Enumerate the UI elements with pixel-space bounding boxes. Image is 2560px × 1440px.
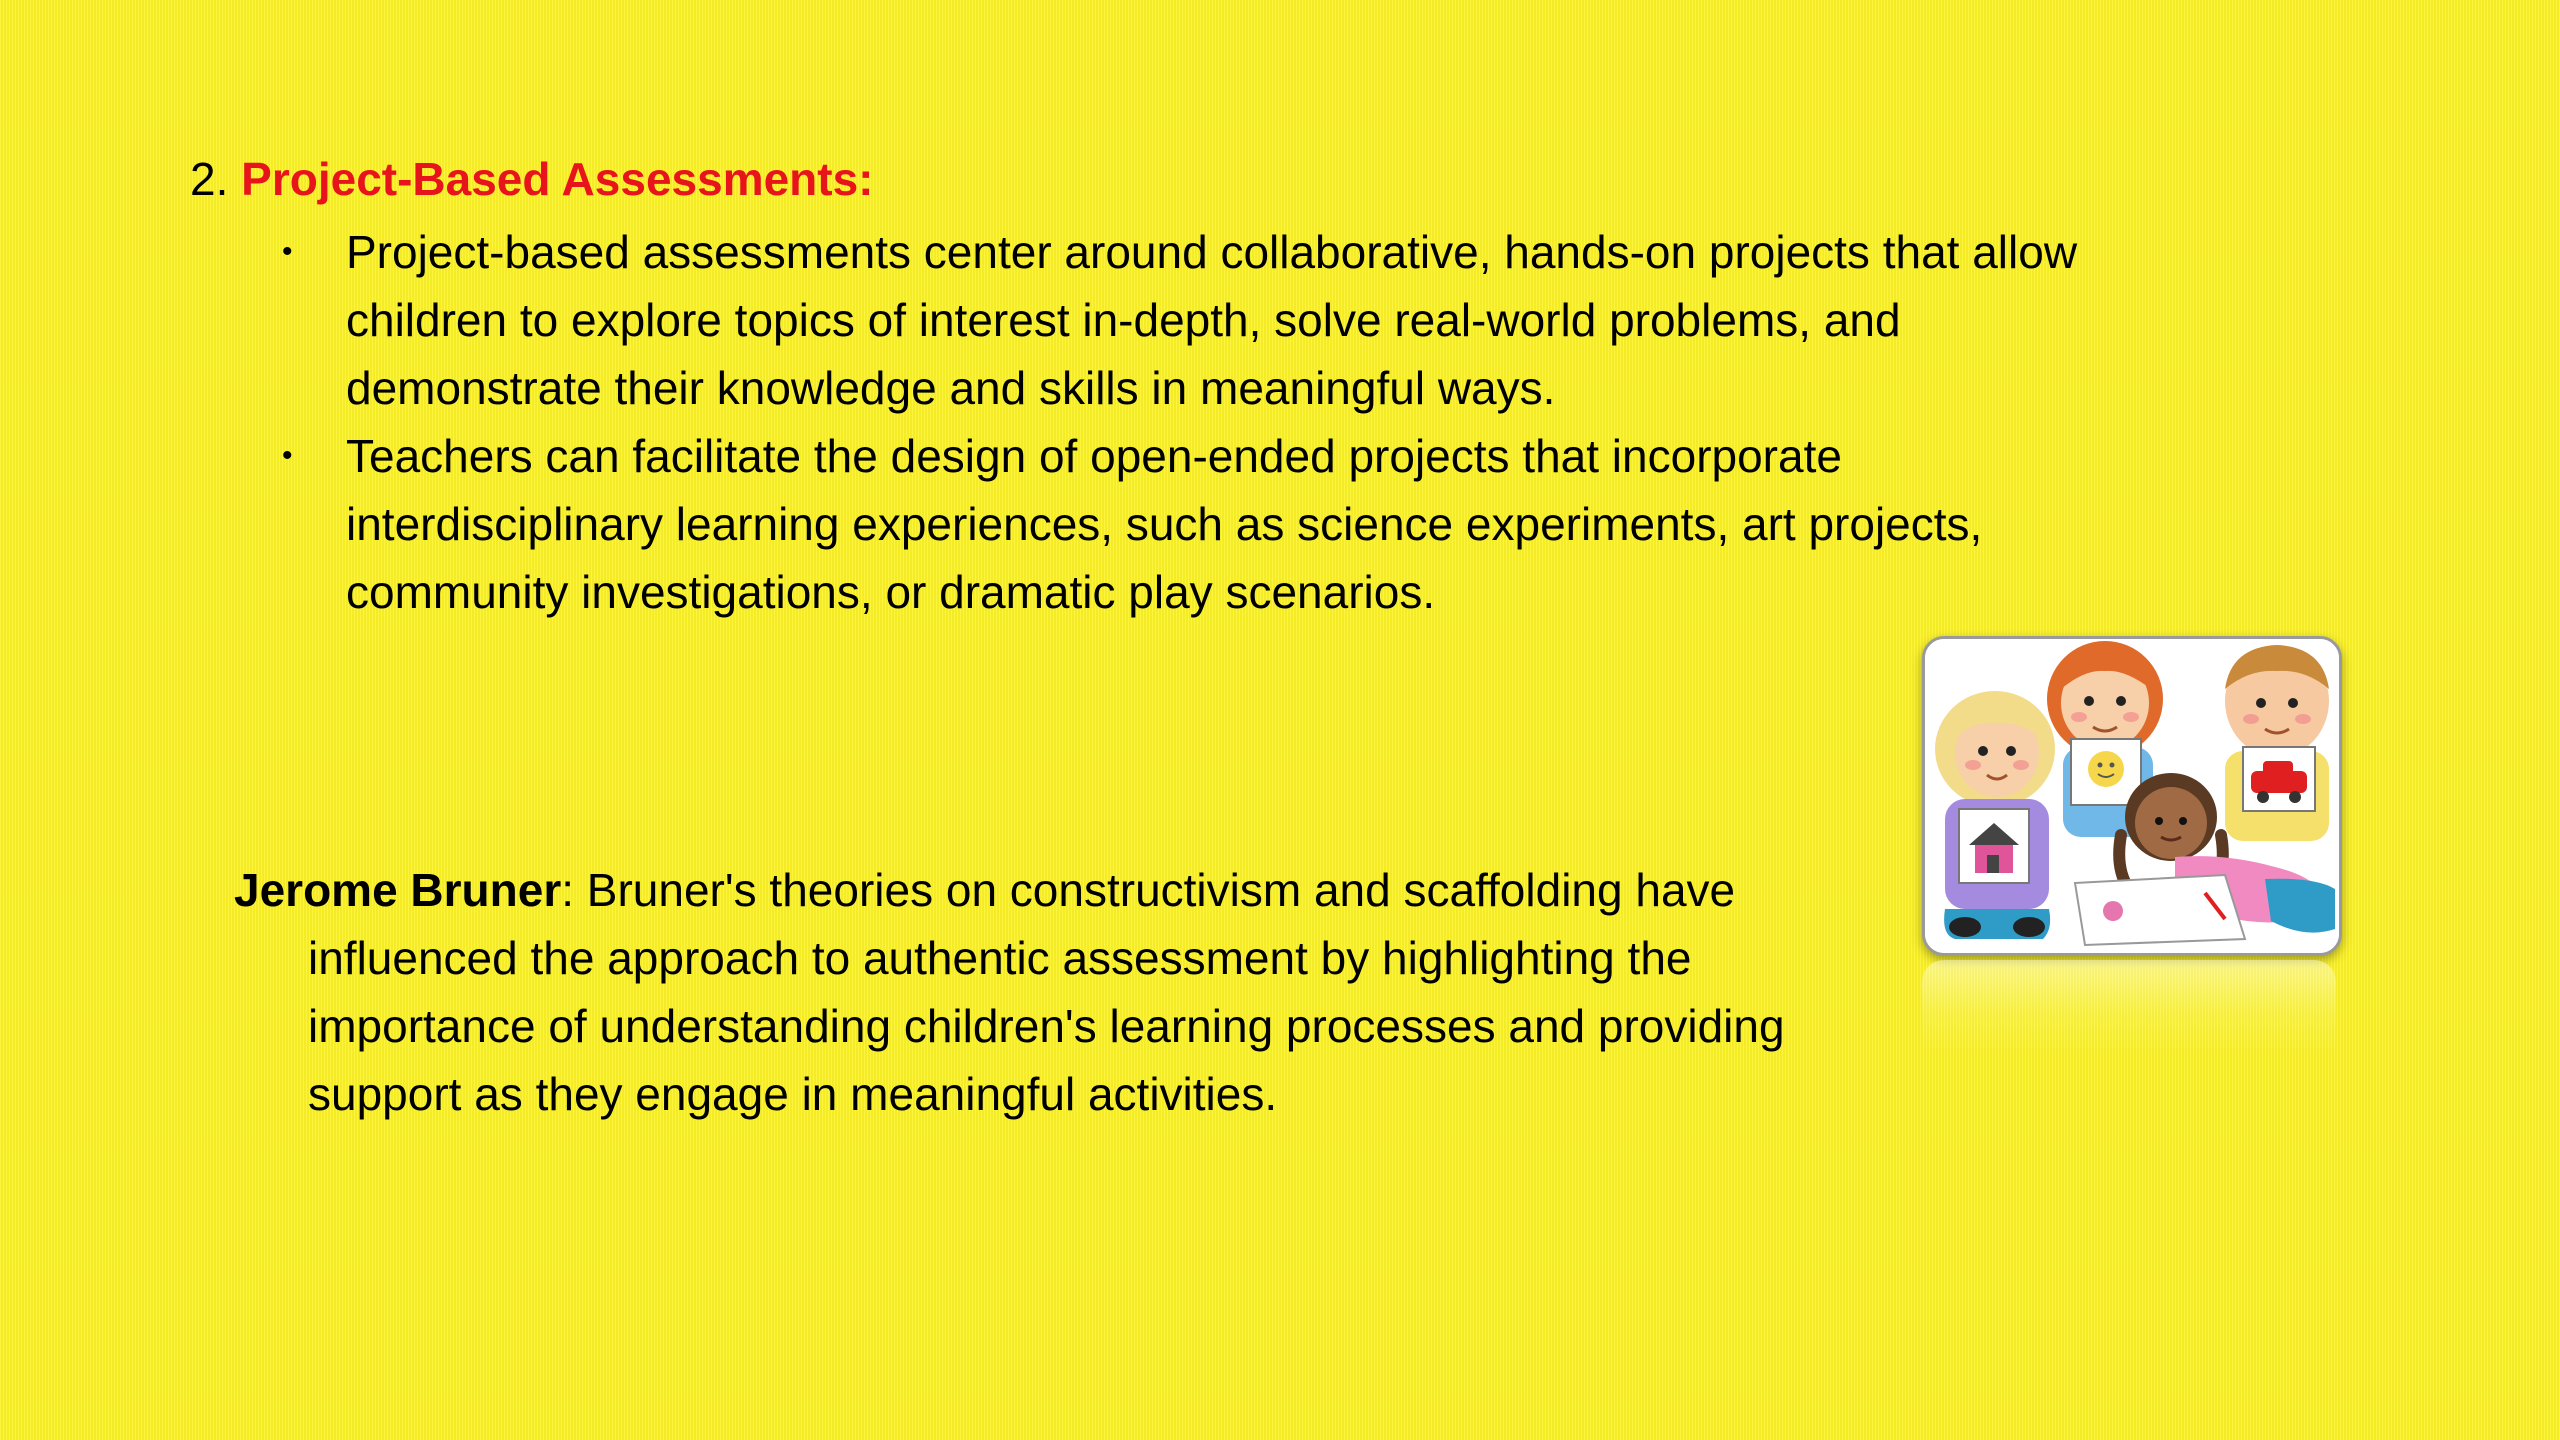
bullet-line: children to explore topics of interest in-depth, solve real-world problems, and (346, 294, 1901, 346)
bullet-line: Project-based assessments center around collaborative, hands-on projects that allow (346, 226, 2078, 278)
bruner-name: Jerome Bruner (234, 864, 562, 916)
bruner-line: importance of understanding children's learning processes and providing (308, 1000, 1785, 1052)
bullet-item (280, 218, 2280, 422)
bruner-first-line (234, 856, 1914, 924)
bruner-first-line-text: : Bruner's theories on constructivism and scaffolding have (561, 864, 1736, 916)
picture-reflection (1922, 960, 2336, 1056)
section-title: Project-Based Assessments: (241, 153, 874, 205)
bullet-line: Teachers can facilitate the design of open-ended projects that incorporate (346, 430, 1842, 482)
bullet-line: community investigations, or dramatic play scenarios. (346, 566, 1436, 618)
bruner-paragraph (234, 856, 1914, 1128)
bullet-dot-icon: • (282, 439, 293, 472)
bullet-list (280, 218, 2280, 626)
bullet-dot-icon: • (282, 235, 293, 268)
bullet-line: demonstrate their knowledge and skills in meaningful ways. (346, 362, 1556, 414)
children-drawing-clipart-icon (1922, 636, 2342, 956)
bullet-line: interdisciplinary learning experiences, such as science experiments, art projects, (346, 498, 1983, 550)
bullet-item (280, 422, 2280, 626)
section-number: 2. (190, 153, 242, 205)
bruner-line: support as they engage in meaningful activities. (308, 1068, 1278, 1120)
bruner-line: influenced the approach to authentic assessment by highlighting the (308, 932, 1692, 984)
section-heading (190, 148, 874, 210)
clipart-picture-frame (1922, 636, 2338, 1056)
